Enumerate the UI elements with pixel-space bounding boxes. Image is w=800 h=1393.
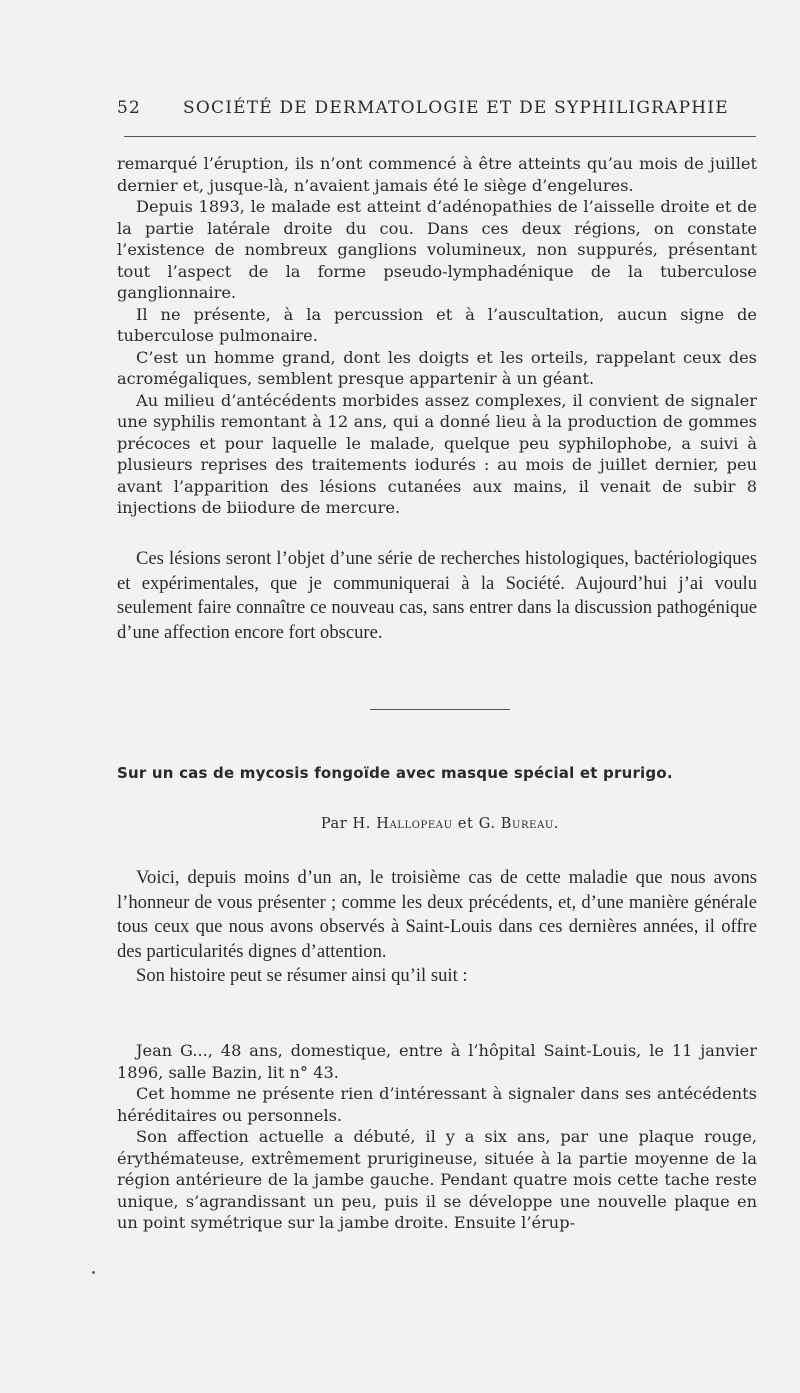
author-name: G. Bureau. (478, 816, 560, 832)
header-rule (124, 136, 756, 137)
running-title: SOCIÉTÉ DE DERMATOLOGIE ET DE SYPHILIGRAPHIE (183, 98, 729, 118)
paragraph: remarqué l’éruption, ils n’ont commencé à être atteints qu’au mois de juillet dernier et, jusque-là, n’avaient jamais été le siège d’engelures. (117, 154, 757, 195)
paragraph: C’est un homme grand, dont les doigts et les orteils, rappelant ceux des acromégaliques, semblent presque appartenir à un géant. (117, 347, 757, 388)
paragraph: Jean G..., 48 ans, domestique, entre à l’hôpital Saint-Louis, le 11 janvier 1896, salle Bazin, lit n° 43. (117, 1041, 757, 1082)
paragraph: Ces lésions seront l’objet d’une série de recherches histologiques, bactériologiques et expérimentales, que je communiquerai à la Société. Aujourd’hui j’ai voulu seulement faire connaître ce nouveau cas, sans entrer dans la discussion pathogénique d’une affection encore fort obscure. (117, 548, 757, 643)
paragraph: Depuis 1893, le malade est atteint d’adénopathies de l’aisselle droite et de la partie latérale droite du cou. Dans ces deux régions, on constate l’existence de nombreux ganglions volumineux, non suppurés, présentant tout l’aspect de la forme pseudo-lymphadénique de la tuberculose ganglionnaire. (117, 197, 757, 302)
paragraph: Voici, depuis moins d’un an, le troisième cas de cette maladie que nous avons l’honneur de vous présenter ; comme les deux précédents, et, d’une manière générale tous ceux que nous avons observés à Saint-Louis dans ces dernières années, il offre des particularités dignes d’attention. (117, 867, 757, 962)
byline (0, 816, 800, 832)
running-head (117, 98, 757, 126)
byline-prefix: Par (320, 816, 348, 832)
paragraph: Son histoire peut se résumer ainsi qu’il suit : (136, 965, 468, 986)
closing-remark (117, 547, 757, 645)
byline-join: et (457, 816, 474, 832)
margin-mark (92, 1271, 95, 1274)
paragraph: Cet homme ne présente rien d’intéressant à signaler dans ses antécédents héréditaires ou personnels. (117, 1084, 757, 1125)
paragraph: Il ne présente, à la percussion et à l’auscultation, aucun signe de tuberculose pulmonaire. (117, 304, 757, 345)
section-separator (370, 709, 510, 710)
paragraph: Son affection actuelle a débuté, il y a six ans, par une plaque rouge, érythémateuse, extrêmement prurigineuse, située à la partie moyenne de la région antérieure de la jambe gauche. Pendant quatre mois cette tache reste unique, s’agrandissant un peu, puis il se développe une nouvelle plaque en un point symétrique sur la jambe droite. Ensuite l’érup- (117, 1127, 757, 1232)
case-report (117, 1040, 757, 1234)
paragraph: Au milieu d’antécédents morbides assez complexes, il convient de signaler une syphilis remontant à 12 ans, qui a donné lieu à la production de gommes précoces et pour laquelle le malade, quelque peu syphilophobe, a suivi à plusieurs reprises des traitements iodurés : au mois de juillet dernier, peu avant l’apparition des lésions cutanées aux mains, il venait de subir 8 injections de biiodure de mercure. (117, 390, 757, 517)
author-name: H. Hallopeau (352, 816, 453, 832)
continuation-text (117, 153, 757, 519)
article-title: Sur un cas de mycosis fongoïde avec masque spécial et prurigo. (117, 764, 673, 782)
page-number: 52 (117, 98, 142, 118)
article-intro (117, 866, 757, 989)
